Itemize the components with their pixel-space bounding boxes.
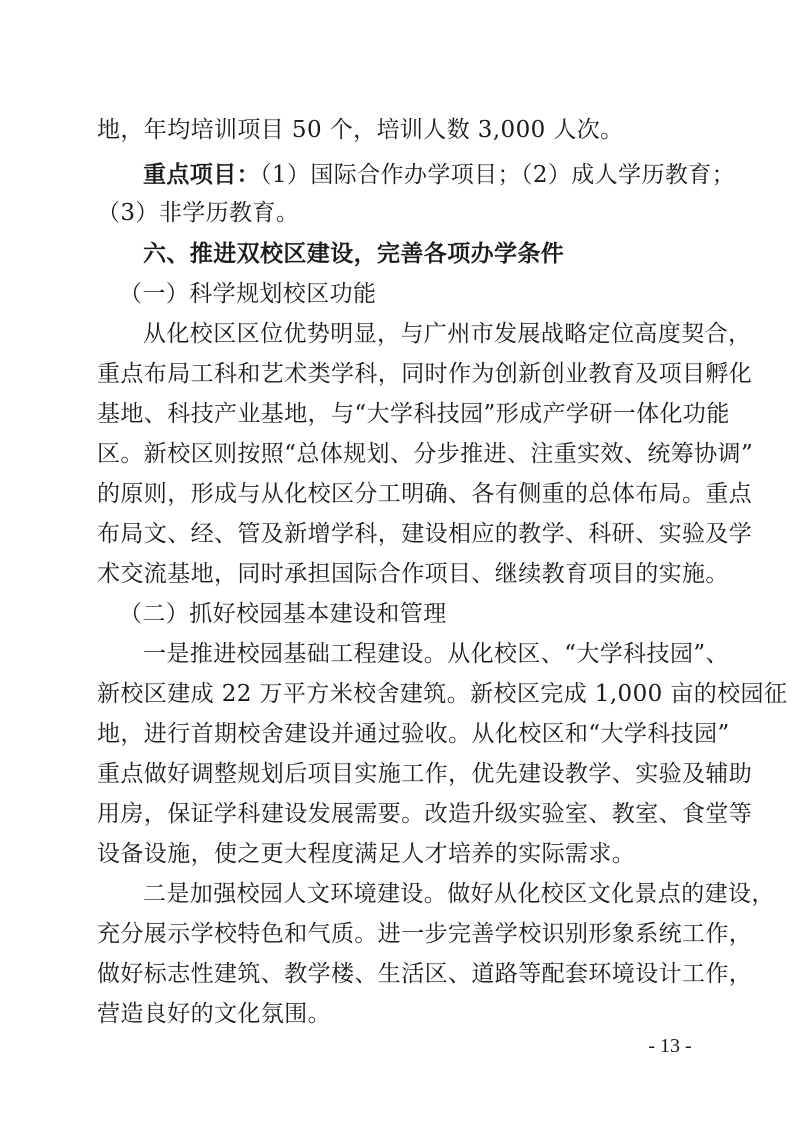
paragraph-line: 地，进行首期校舍建设并通过验收。从化校区和“大学科技园” [97, 721, 730, 747]
key-projects-text: （1）国际合作办学项目；（2）成人学历教育； [260, 162, 736, 188]
paragraph-line: 重点布局工科和艺术类学科，同时作为创新创业教育及项目孵化 [97, 361, 753, 387]
paragraph-line: 营造良好的文化氛围。 [97, 1001, 331, 1027]
paragraph-line: 设备设施，使之更大程度满足人才培养的实际需求。 [97, 841, 636, 867]
paragraph-line: 的原则，形成与从化校区分工明确、各有侧重的总体布局。重点 [97, 481, 753, 507]
paragraph-line: 术交流基地，同时承担国际合作项目、继续教育项目的实施。 [97, 561, 729, 587]
key-projects-label: 重点项目： [143, 162, 260, 188]
paragraph-line: 用房，保证学科建设发展需要。改造升级实验室、教室、食堂等 [97, 801, 753, 827]
paragraph-line: 布局文、经、管及新增学科，建设相应的教学、科研、实验及学 [97, 521, 753, 547]
paragraph-line: 一是推进校园基础工程建设。从化校区、“大学科技园”、 [143, 641, 729, 667]
paragraph-line: 做好标志性建筑、教学楼、生活区、道路等配套环境设计工作， [97, 961, 753, 987]
paragraph-line: 基地、科技产业基地，与“大学科技园”形成产学研一体化功能 [97, 401, 730, 427]
section-heading: 六、推进双校区建设，完善各项办学条件 [143, 241, 565, 267]
subsection-heading: （二）抓好校园基本建设和管理 [119, 601, 447, 627]
paragraph-line: 从化校区区位优势明显，与广州市发展战略定位高度契合， [143, 321, 752, 347]
paragraph-line: 地，年均培训项目 50 个，培训人数 3,000 人次。 [97, 117, 624, 143]
paragraph-line: 区。新校区则按照“总体规划、分步推进、注重实效、统筹协调” [97, 441, 754, 467]
paragraph-line: 二是加强校园人文环境建设。做好从化校区文化景点的建设， [143, 881, 775, 907]
paragraph-line: 充分展示学校特色和气质。进一步完善学校识别形象系统工作， [97, 921, 753, 947]
paragraph-line: （3）非学历教育。 [97, 200, 300, 226]
paragraph-line: 重点做好调整规划后项目实施工作，优先建设教学、实验及辅助 [97, 761, 753, 787]
page-number: - 13 - [648, 1035, 692, 1057]
paragraph-line: 新校区建成 22 万平方米校舍建筑。新校区完成 1,000 亩的校园征 [97, 681, 788, 707]
subsection-heading: （一）科学规划校区功能 [119, 281, 377, 307]
key-projects-line [143, 159, 743, 191]
